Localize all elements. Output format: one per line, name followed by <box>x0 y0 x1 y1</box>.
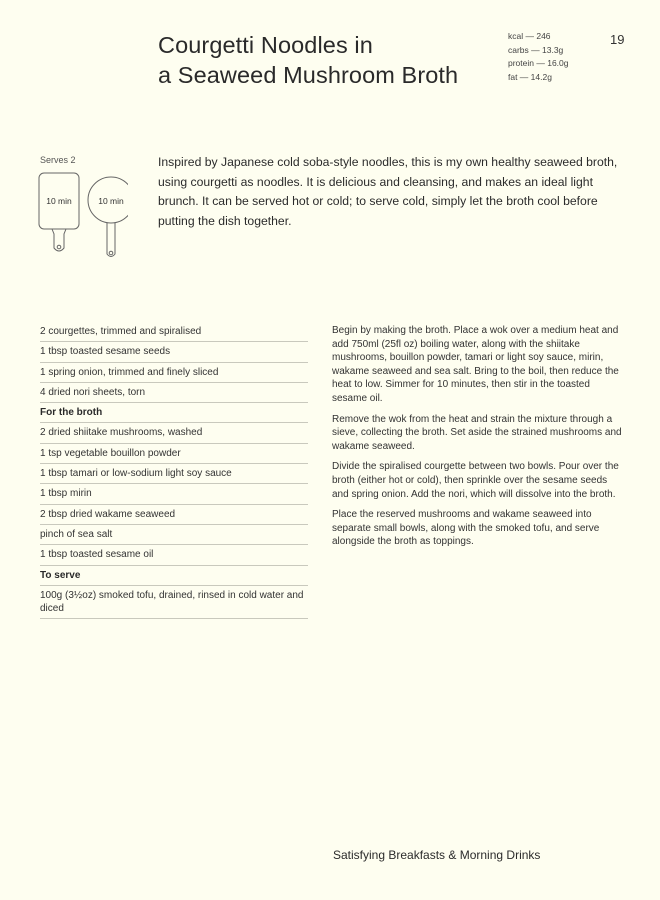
serves-label: Serves 2 <box>40 155 76 165</box>
frying-pan-icon <box>88 177 128 257</box>
ingredient-item: 1 tsp vegetable bouillon powder <box>40 444 308 464</box>
recipe-title <box>158 30 458 90</box>
ingredient-item: 1 spring onion, trimmed and finely sliced <box>40 363 308 383</box>
timing-icons <box>38 170 128 267</box>
method-step: Divide the spiralised courgette between two bowls. Pour over the broth (either hot or cold), then sprinkle over the sesame seeds and spring onion. Add the nori, which will dissolve into the broth. <box>332 461 619 500</box>
prep-time-label: 10 min <box>46 196 72 206</box>
ingredient-item: 2 courgettes, trimmed and spiralised <box>40 322 308 342</box>
ingredient-item: 1 tbsp toasted sesame seeds <box>40 342 308 362</box>
method-step: Begin by making the broth. Place a wok over a medium heat and add 750ml (25fl oz) boiling water, along with the shiitake mushrooms, bouillon powder, tamari or light soy sauce, mirin, wakame seaweed and sea salt. Bring to the boil, then reduce the heat to low. Simmer for 10 minutes, then stir in the toasted sesame oil. <box>332 325 619 404</box>
nutrition-carbs: carbs — 13.3g <box>508 44 564 55</box>
method-step: Place the reserved mushrooms and wakame seaweed into separate small bowls, along with the smoked tofu, and serve alongside the broth as toppings. <box>332 509 600 548</box>
nutrition-protein: protein — 16.0g <box>508 58 569 68</box>
ingredient-section-heading: For the broth <box>40 403 308 423</box>
nutrition-kcal: kcal — 246 <box>508 31 551 41</box>
method-steps <box>332 324 622 556</box>
ingredient-item: 1 tbsp tamari or low-sodium light soy sauce <box>40 464 308 484</box>
page-number: 19 <box>610 32 625 47</box>
ingredient-item: 100g (3½oz) smoked tofu, drained, rinsed in cold water and diced <box>40 586 308 619</box>
recipe-title-line-2: a Seaweed Mushroom Broth <box>158 62 459 88</box>
recipe-intro: Inspired by Japanese cold soba-style noodles, this is my own healthy seaweed broth, using courgetti as noodles. It is delicious and cleansing, and makes an ideal light brunch. It can be served hot or cold; to serve cold, simply let the broth cool before putting the dish together. <box>158 155 618 228</box>
ingredient-item: 2 tbsp dried wakame seaweed <box>40 505 308 525</box>
method-step: Remove the wok from the heat and strain the mixture through a sieve, collecting the broth. Set aside the strained mushrooms and wakame seaweed. <box>332 413 622 452</box>
ingredient-item: 1 tbsp toasted sesame oil <box>40 545 308 565</box>
ingredient-item: 1 tbsp mirin <box>40 484 308 504</box>
ingredient-section-heading: To serve <box>40 566 308 586</box>
ingredient-item: 4 dried nori sheets, torn <box>40 383 308 403</box>
timing-icons-svg <box>38 170 128 262</box>
chopping-board-icon <box>39 173 79 251</box>
nutrition-info <box>508 30 568 84</box>
nutrition-fat: fat — 14.2g <box>508 71 552 82</box>
ingredient-item: 2 dried shiitake mushrooms, washed <box>40 423 308 443</box>
ingredients-list <box>40 322 308 619</box>
ingredient-item: pinch of sea salt <box>40 525 308 545</box>
cook-time-label: 10 min <box>98 196 124 206</box>
chapter-footer: Satisfying Breakfasts & Morning Drinks <box>333 848 541 862</box>
recipe-title-line-1: Courgetti Noodles in <box>158 32 373 58</box>
